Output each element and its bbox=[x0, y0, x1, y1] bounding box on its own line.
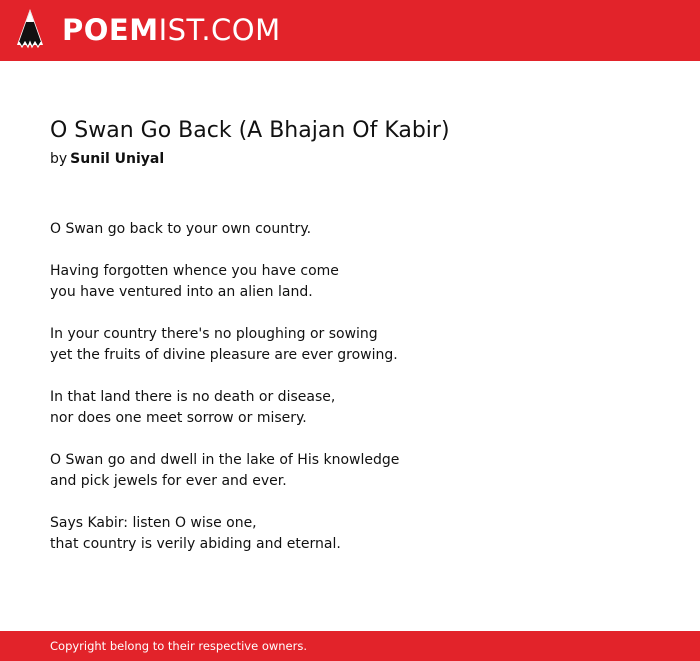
site-logo[interactable] bbox=[62, 12, 281, 48]
poem-stanza bbox=[50, 387, 650, 429]
poem-line: you have ventured into an alien land. bbox=[50, 284, 313, 300]
poem-stanza bbox=[50, 261, 650, 303]
poem-line: O Swan go back to your own country. bbox=[50, 221, 312, 237]
byline bbox=[50, 149, 164, 169]
site-footer bbox=[0, 631, 700, 661]
poem-line: In your country there's no ploughing or sowing bbox=[50, 326, 378, 342]
poem-line: O Swan go and dwell in the lake of His knowledge bbox=[50, 452, 400, 468]
copyright-text: Copyright belong to their respective owners. bbox=[50, 639, 308, 653]
logo-light-text: IST.COM bbox=[158, 13, 281, 47]
author-name[interactable]: Sunil Uniyal bbox=[70, 151, 165, 167]
poem-line: In that land there is no death or disease, bbox=[50, 389, 336, 405]
poem-title: O Swan Go Back (A Bhajan Of Kabir) bbox=[50, 118, 450, 143]
logo-bold-text: POEM bbox=[62, 13, 159, 47]
poem-line: Says Kabir: listen O wise one, bbox=[50, 515, 257, 531]
poem-body bbox=[50, 219, 650, 576]
poem-line: nor does one meet sorrow or misery. bbox=[50, 410, 307, 426]
pencil-tip-icon[interactable] bbox=[17, 9, 43, 51]
poem-line: and pick jewels for ever and ever. bbox=[50, 473, 287, 489]
poem-stanza bbox=[50, 219, 650, 240]
poem-stanza bbox=[50, 324, 650, 366]
poem-line: that country is verily abiding and eternal. bbox=[50, 536, 341, 552]
poem-stanza bbox=[50, 513, 650, 555]
poem-line: Having forgotten whence you have come bbox=[50, 263, 339, 279]
site-header bbox=[0, 0, 700, 61]
byline-prefix: by bbox=[50, 151, 68, 167]
poem-line: yet the fruits of divine pleasure are ever growing. bbox=[50, 347, 398, 363]
poem-stanza bbox=[50, 450, 650, 492]
